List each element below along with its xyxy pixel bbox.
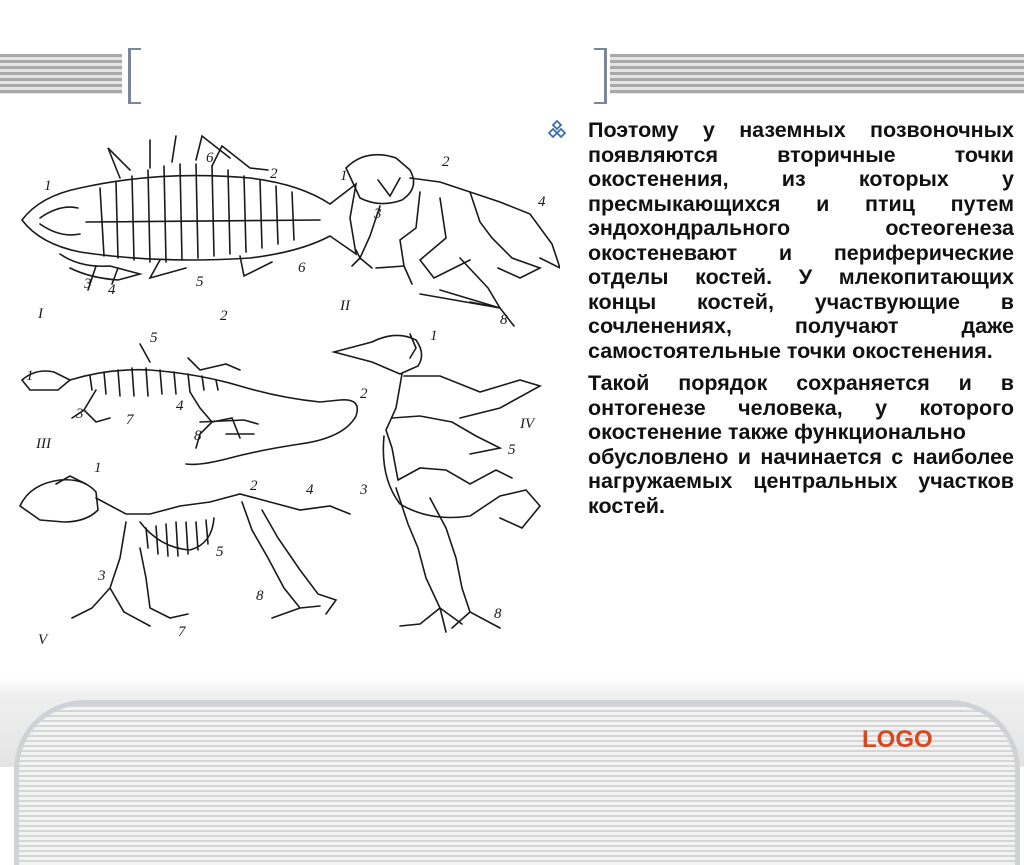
label-mammal-3: 3	[98, 568, 106, 584]
label-lizard-2: 2	[220, 308, 228, 324]
label-frog-8: 8	[500, 312, 508, 328]
label-frog-3: 3	[374, 206, 382, 222]
label-lizard-3: 3	[76, 406, 84, 422]
label-frog-4: 4	[538, 194, 546, 210]
label-lizard-4: 4	[176, 398, 184, 414]
label-bird-2: 2	[360, 386, 368, 402]
header-stripe-left	[0, 54, 122, 94]
label-mammal-4: 4	[306, 482, 314, 498]
label-frog-2: 2	[442, 154, 450, 170]
header-stripe-right	[610, 54, 1024, 94]
diamond-bullet-icon	[548, 120, 566, 138]
fish-skeleton	[22, 136, 356, 290]
mammal-skeleton	[20, 476, 350, 626]
label-lizard-5: 5	[150, 330, 158, 346]
label-fish-2: 2	[270, 166, 278, 182]
label-fish-3: 3	[84, 276, 92, 292]
title-bracket-left	[128, 48, 141, 104]
logo-text: LOGO	[862, 726, 933, 753]
label-mammal-7: 7	[178, 624, 186, 640]
label-bird-5: 5	[508, 442, 516, 458]
frog-skeleton	[346, 155, 560, 326]
lizard-skeleton	[22, 344, 357, 464]
label-mammal-8: 8	[256, 588, 264, 604]
label-fish-5: 5	[196, 274, 204, 290]
label-group-ii: II	[340, 298, 350, 314]
paragraph-2-text: Такой порядок сохраняется и в онтогенезе человека, у которого окостенение также функционально обусловлено и начинается с наиболее нагружаемых центральных участков костей.	[588, 371, 1014, 518]
vertebrate-skeletons-figure	[0, 118, 560, 658]
label-lizard-8: 8	[194, 428, 202, 444]
label-fish-6b: 6	[298, 260, 306, 276]
label-mammal-5: 5	[216, 544, 224, 560]
footer-arc	[14, 700, 1020, 865]
label-fish-1: 1	[44, 178, 52, 194]
slide-text	[548, 118, 1018, 526]
label-lizard-1: 1	[26, 368, 34, 384]
label-fish-4: 4	[108, 282, 116, 298]
label-group-i: I	[38, 306, 43, 322]
label-group-iv: IV	[520, 416, 535, 432]
paragraph-1	[548, 118, 1018, 363]
label-lizard-7: 7	[126, 412, 134, 428]
label-group-v: V	[38, 632, 48, 648]
label-bird-3: 3	[360, 482, 368, 498]
label-group-iii: III	[36, 436, 51, 452]
label-mammal-1: 1	[94, 460, 102, 476]
label-fish-6: 6	[206, 150, 214, 166]
label-frog-1: 1	[340, 168, 348, 184]
paragraph-2	[548, 371, 1018, 518]
label-bird-1: 1	[430, 328, 438, 344]
paragraph-1-text: Поэтому у наземных позвоночных появляются вторичные точки окостенения, из которых у пресмыкающихся и птиц путем эндохондрального остеогенеза окостеневают и периферические отделы костей. У млекопитающих концы костей, участвующие в сочленениях, получают даже самостоятельные точки окостенения.	[588, 118, 1014, 363]
label-mammal-2: 2	[250, 478, 258, 494]
title-bracket-right	[594, 48, 607, 104]
label-bird-8: 8	[494, 606, 502, 622]
